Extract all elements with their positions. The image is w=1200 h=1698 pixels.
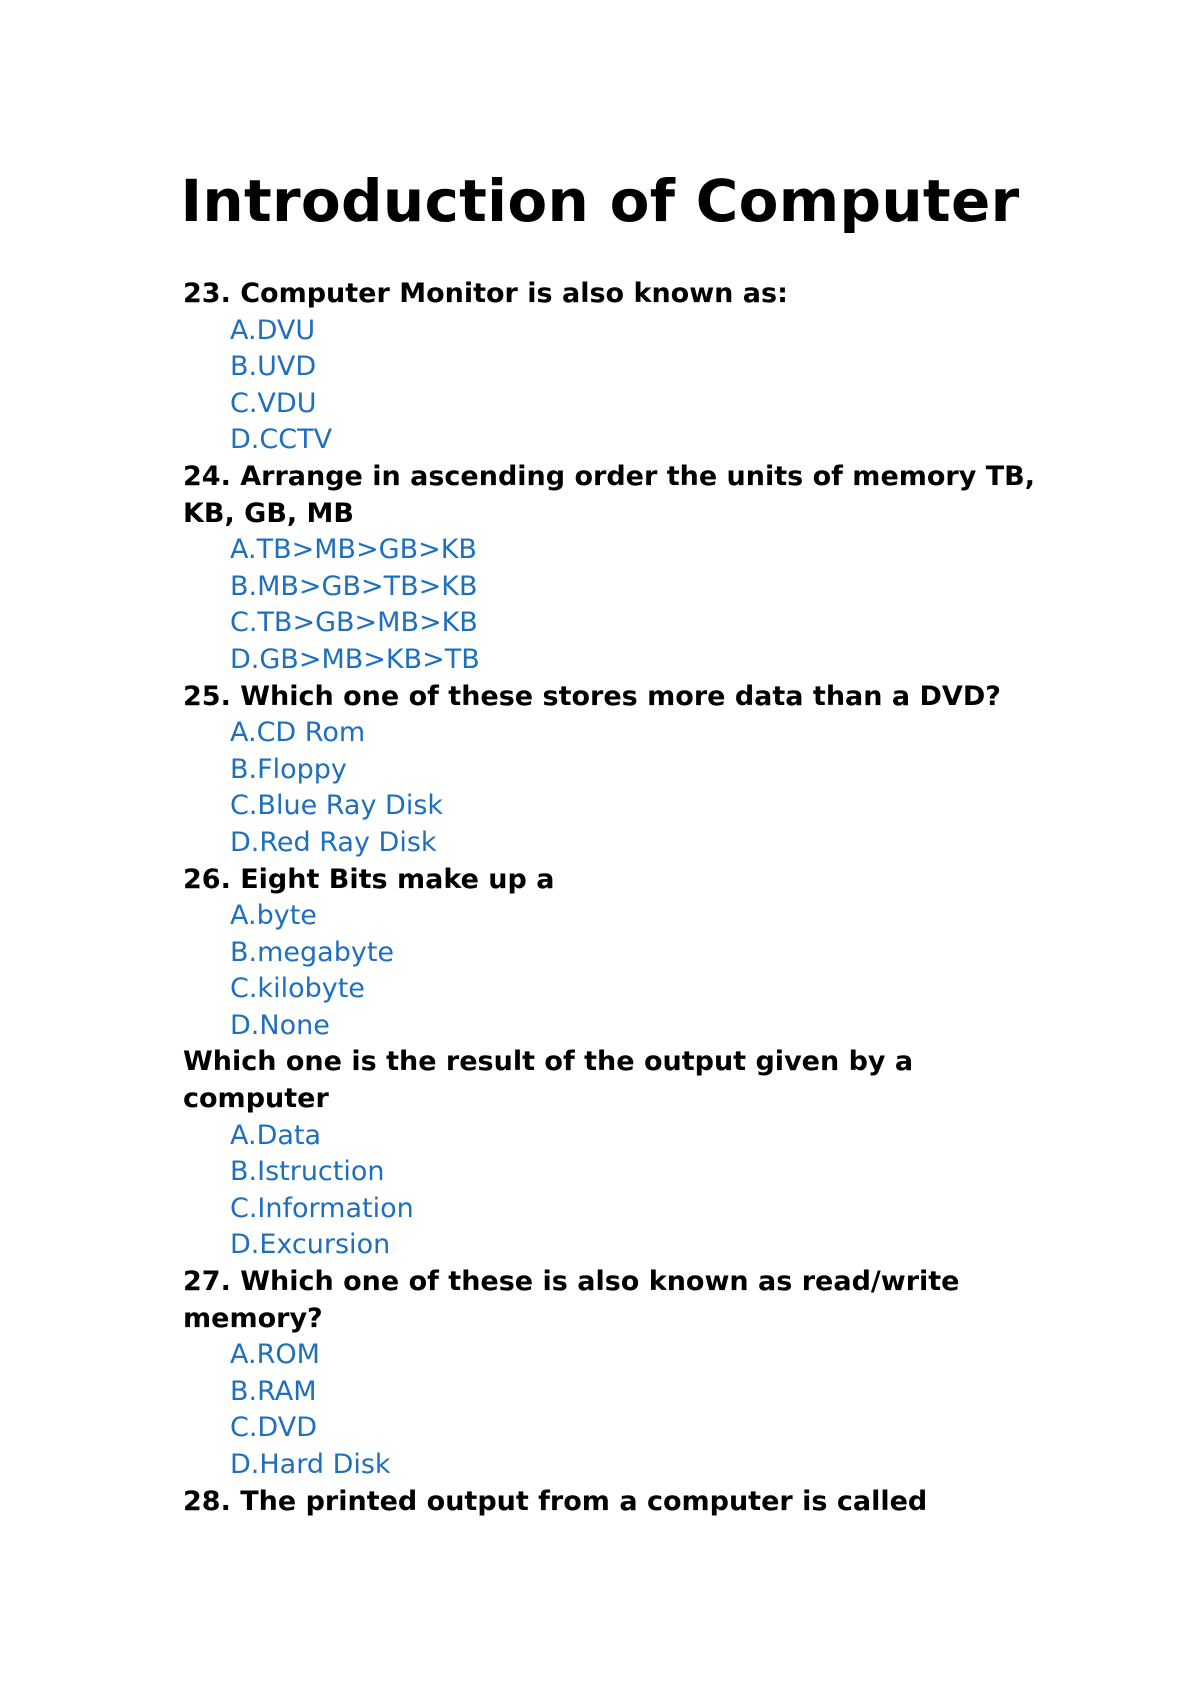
question-block bbox=[183, 276, 1043, 459]
option-c: C.kilobyte bbox=[230, 973, 365, 1005]
option-a: A.ROM bbox=[230, 1339, 320, 1371]
option-c: C.VDU bbox=[230, 387, 317, 419]
option-list bbox=[183, 1337, 1043, 1483]
option-c: C.Information bbox=[230, 1192, 414, 1224]
option-c: C.TB>GB>MB>KB bbox=[230, 607, 478, 639]
question-block bbox=[183, 1484, 1043, 1521]
option-a: A.TB>MB>GB>KB bbox=[230, 534, 477, 566]
question-text: Which one is the result of the output given by a computer bbox=[183, 1046, 923, 1115]
option-b: B.megabyte bbox=[230, 936, 395, 968]
question-text: 25. Which one of these stores more data than a DVD? bbox=[183, 680, 1001, 712]
page-title: Introduction of Computer bbox=[180, 167, 1020, 235]
option-d: D.Red Ray Disk bbox=[230, 826, 437, 858]
option-b: B.Istruction bbox=[230, 1156, 385, 1188]
option-c: C.Blue Ray Disk bbox=[230, 790, 444, 822]
question-list bbox=[183, 276, 1043, 1520]
option-d: D.Hard Disk bbox=[230, 1449, 391, 1480]
option-list bbox=[183, 1118, 1043, 1264]
question-block bbox=[183, 1044, 1043, 1264]
option-d: D.None bbox=[230, 1009, 330, 1041]
option-list bbox=[183, 313, 1043, 459]
option-a: A.byte bbox=[230, 900, 317, 932]
option-d: D.CCTV bbox=[230, 424, 333, 456]
question-text: 24. Arrange in ascending order the units of memory TB, KB, GB, MB bbox=[183, 460, 1045, 529]
option-list bbox=[183, 898, 1043, 1044]
option-a: A.DVU bbox=[230, 314, 316, 346]
option-a: A.Data bbox=[230, 1119, 322, 1151]
question-block bbox=[183, 1264, 1043, 1484]
option-b: B.MB>GB>TB>KB bbox=[230, 570, 478, 602]
option-list bbox=[183, 532, 1043, 678]
option-list bbox=[183, 715, 1043, 861]
question-text: 27. Which one of these is also known as read/write memory? bbox=[183, 1266, 969, 1334]
question-block bbox=[183, 862, 1043, 1045]
option-d: D.GB>MB>KB>TB bbox=[230, 643, 480, 675]
option-c: C.DVD bbox=[230, 1412, 318, 1444]
option-b: B.UVD bbox=[230, 351, 317, 383]
question-text: 28. The printed output from a computer is called bbox=[183, 1485, 928, 1517]
question-text: 23. Computer Monitor is also known as: bbox=[183, 278, 788, 309]
option-b: B.Floppy bbox=[230, 753, 347, 785]
option-d: D.Excursion bbox=[230, 1229, 391, 1261]
question-block bbox=[183, 679, 1043, 862]
question-text: 26. Eight Bits make up a bbox=[183, 863, 555, 895]
question-block bbox=[183, 459, 1043, 679]
option-a: A.CD Rom bbox=[230, 717, 366, 749]
option-b: B.RAM bbox=[230, 1375, 317, 1407]
